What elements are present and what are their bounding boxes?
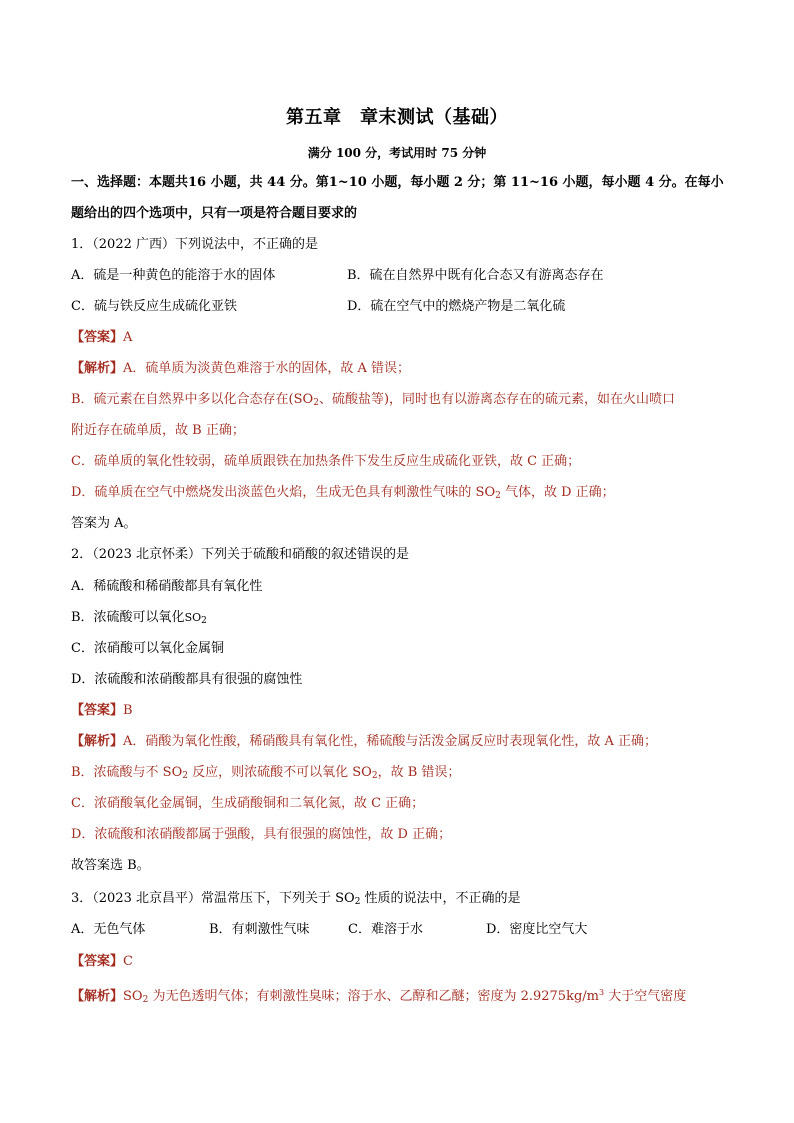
section-heading-line-1: 一、选择题：本题共16 小题，共 44 分。第1~10 小题，每小题 2 分；第 11~16 小题，每小题 4 分。在每小 — [71, 175, 724, 190]
analysis-text: 、硫酸盐等)，同时也有以游离态存在的硫元素，如在火山喷口 — [318, 392, 676, 407]
page-title: 第五章 章末测试（基础） — [286, 107, 508, 128]
q2-analysis-d: D．浓硫酸和浓硝酸都属于强酸，具有很强的腐蚀性，故 D 正确； — [71, 827, 452, 842]
q3-option-b: B．有刺激性气味 — [209, 922, 310, 937]
q3-option-a: A．无色气体 — [71, 922, 146, 937]
q1-analysis-c: C．硫单质的氧化性较弱，硫单质跟铁在加热条件下发生反应生成硫化亚铁，故 C 正确； — [71, 454, 581, 469]
analysis-tag: 【解析】 — [71, 734, 124, 749]
q2-option-b — [71, 608, 731, 631]
subscript: 2 — [354, 897, 361, 907]
stem-text: 性质的说法中，不正确的是 — [360, 891, 521, 906]
analysis-text: A．硫单质为淡黄色难溶于水的固体，故 A 错误； — [123, 361, 411, 376]
q1-option-d: D．硫在空气中的燃烧产物是二氧化硫 — [347, 299, 566, 314]
q3-option-c: C．难溶于水 — [348, 922, 423, 937]
q1-option-c: C．硫与铁反应生成硫化亚铁 — [71, 299, 237, 314]
q2-conclusion: 故答案选 B。 — [71, 858, 150, 873]
subscript: 2 — [182, 771, 188, 781]
q3-analysis — [71, 983, 731, 1010]
answer-tag: 【答案】 — [71, 703, 124, 718]
page-subtitle: 满分 100 分，考试用时 75 分钟 — [307, 146, 487, 160]
answer-value: C — [123, 954, 133, 969]
q1-analysis-b-cont: 附近存在硫单质，故 B 正确； — [71, 423, 245, 438]
q1-options-row-2 — [71, 297, 731, 317]
q2-analysis-a — [71, 732, 731, 752]
q2-option-d: D．浓硫酸和浓硝酸都具有很强的腐蚀性 — [71, 672, 303, 687]
analysis-text: B．硫元素在自然界中多以化合态存在(SO — [71, 392, 314, 407]
superscript: 3 — [599, 988, 605, 997]
q1-answer — [71, 328, 731, 348]
q3-stem — [71, 889, 731, 912]
analysis-text: B．浓硫酸与不 SO — [71, 765, 183, 780]
q1-stem: 1．（2022 广西）下列说法中，不正确的是 — [71, 237, 318, 252]
q3-option-d: D．密度比空气大 — [486, 922, 588, 937]
analysis-text: 大于空气密度 — [604, 989, 687, 1004]
analysis-text: SO — [123, 989, 143, 1004]
answer-value: A — [123, 330, 133, 345]
analysis-text: 反应，则浓硫酸不可以氧化 SO — [187, 765, 372, 780]
answer-tag: 【答案】 — [71, 954, 124, 969]
subscript: 2 — [142, 995, 149, 1005]
analysis-tag: 【解析】 — [71, 361, 124, 376]
subscript: 2 — [495, 491, 501, 501]
q1-option-a: A．硫是一种黄色的能溶于水的固体 — [71, 268, 276, 283]
q2-analysis-c: C．浓硝酸氧化金属铜，生成硝酸铜和二氧化氮，故 C 正确； — [71, 796, 425, 811]
analysis-text: A．硝酸为氧化性酸，稀硝酸具有氧化性，稀硫酸与活泼金属反应时表现氧化性，故 A 正确； — [123, 734, 658, 749]
q1-options-row-1 — [71, 266, 731, 286]
answer-tag: 【答案】 — [71, 330, 124, 345]
q1-analysis-d — [71, 483, 731, 506]
q1-analysis-a — [71, 359, 731, 379]
analysis-text: D．硫单质在空气中燃烧发出淡蓝色火焰，生成无色具有刺激性气味的 SO — [71, 485, 496, 500]
section-heading-line-2: 题给出的四个选项中，只有一项是符合题目要求的 — [71, 206, 358, 221]
q2-stem: 2．（2023 北京怀柔）下列关于硫酸和硝酸的叙述错误的是 — [71, 547, 409, 562]
option-text: B．浓硫酸可以氧化 — [71, 610, 185, 625]
subscript: 2 — [201, 616, 207, 626]
subscript: 2 — [313, 398, 319, 408]
analysis-text: 气体，故 D 正确； — [500, 485, 615, 500]
q2-option-a: A．稀硫酸和稀硝酸都具有氧化性 — [71, 579, 263, 594]
answer-value: B — [123, 703, 133, 718]
subscript: 2 — [371, 771, 378, 781]
q1-analysis-b — [71, 390, 731, 413]
chem-formula: SO — [184, 611, 202, 624]
stem-text: 3．（2023 北京昌平）常温常压下，下列关于 SO — [71, 891, 355, 906]
q2-analysis-b — [71, 763, 731, 786]
analysis-text: 为无色透明气体；有刺激性臭味；溶于水、乙醇和乙醚；密度为 2.9275kg/m — [148, 989, 599, 1004]
q3-options-row — [71, 920, 731, 940]
analysis-text: ，故 B 错误； — [377, 765, 461, 780]
q2-answer — [71, 701, 731, 721]
q3-answer — [71, 952, 731, 972]
q1-option-b: B．硫在自然界中既有化合态又有游离态存在 — [347, 268, 604, 283]
q1-conclusion: 答案为 A。 — [71, 516, 137, 531]
analysis-tag: 【解析】 — [71, 989, 124, 1004]
q2-option-c: C．浓硝酸可以氧化金属铜 — [71, 641, 224, 656]
